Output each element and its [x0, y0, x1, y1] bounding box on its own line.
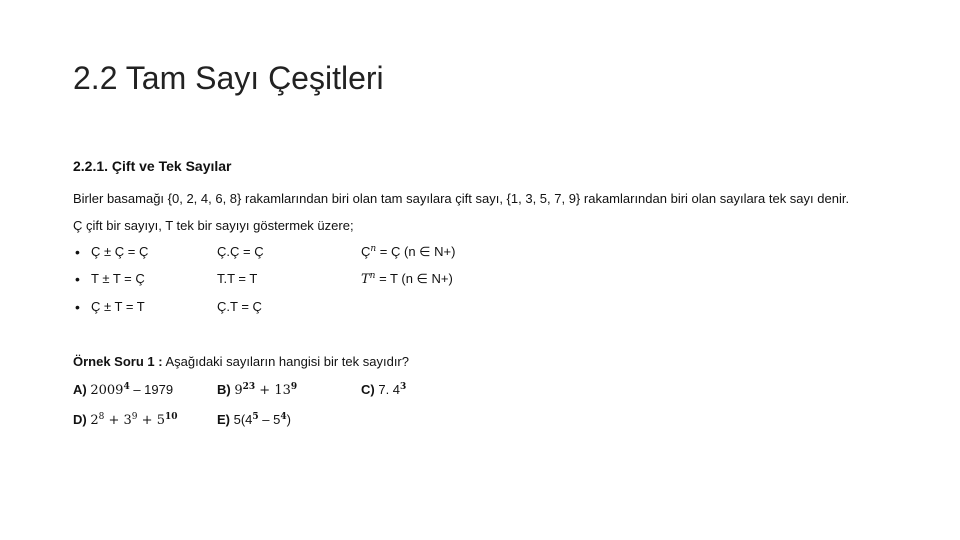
- option-c-exp: 3: [400, 382, 407, 392]
- power-rest: = T (n ∈ N+): [375, 271, 453, 286]
- option-letter: A): [73, 382, 87, 397]
- option-e-pre: 5(4: [233, 412, 253, 427]
- option-c-pre: 7. 4: [378, 382, 401, 397]
- option-d-exp1: 8: [98, 412, 105, 422]
- option-d-mid1: + 3: [104, 413, 132, 428]
- option-letter: D): [73, 412, 87, 427]
- options-row: [73, 382, 573, 400]
- option-letter: B): [217, 382, 231, 397]
- rule-product: T.T = T: [217, 271, 258, 286]
- power-exponent: n: [369, 271, 376, 281]
- bullet-icon: •: [75, 244, 80, 260]
- power-rest: = Ç (n ∈ N+): [376, 244, 456, 259]
- section-heading: 2.2.1. Çift ve Tek Sayılar: [73, 158, 232, 174]
- question-label: Örnek Soru 1 :: [73, 354, 163, 369]
- option-b: [217, 382, 297, 398]
- options-row: [73, 412, 573, 430]
- bullet-icon: •: [75, 271, 80, 287]
- option-b-mid: + 13: [255, 383, 291, 398]
- option-d-base1: 2: [90, 413, 99, 428]
- option-e-post: ): [286, 412, 291, 427]
- option-d: [73, 412, 178, 428]
- slide-title: 2.2 Tam Sayı Çeşitleri: [73, 60, 384, 96]
- definition-text: Birler basamağı {0, 2, 4, 6, 8} rakamlarından biri olan tam sayılara çift sayı, {1, 3, 5, 7, 9} rakamlarından biri olan sayılara tek sayı denir.: [73, 191, 850, 206]
- option-a: [73, 382, 173, 398]
- rule-row: [73, 271, 573, 289]
- rule-power: [361, 244, 455, 260]
- rule-row: [73, 244, 573, 262]
- option-b-exp2: 9: [290, 382, 298, 392]
- option-c: [361, 382, 406, 397]
- option-e-mid: – 5: [258, 412, 281, 427]
- option-d-mid2: + 5: [137, 413, 165, 428]
- bullet-icon: •: [75, 299, 80, 315]
- question-line: [73, 354, 409, 369]
- rule-sum: T ± T = Ç: [91, 271, 145, 286]
- option-a-rest: – 1979: [129, 382, 174, 397]
- power-exponent: n: [370, 244, 377, 254]
- option-e-exp2: 4: [280, 412, 287, 422]
- option-e-exp1: 5: [252, 412, 259, 422]
- rule-power: [361, 271, 453, 287]
- question-text: Aşağıdaki sayıların hangisi bir tek sayıdır?: [165, 354, 409, 369]
- option-e: [217, 412, 291, 427]
- rule-product: Ç.Ç = Ç: [217, 244, 264, 259]
- power-base: Ç: [361, 244, 371, 259]
- option-d-exp3: 10: [164, 412, 178, 422]
- power-base: T: [361, 272, 370, 287]
- rule-sum: Ç ± T = T: [91, 299, 145, 314]
- option-b-base1: 9: [234, 383, 243, 398]
- option-letter: E): [217, 412, 230, 427]
- rule-product: Ç.T = Ç: [217, 299, 262, 314]
- option-d-exp2: 9: [131, 412, 138, 422]
- rule-row: [73, 299, 573, 317]
- assumption-text: Ç çift bir sayıyı, T tek bir sayıyı göstermek üzere;: [73, 218, 354, 233]
- option-a-exp: 4: [123, 382, 130, 392]
- option-b-exp1: 23: [242, 382, 256, 392]
- option-a-base: 2009: [90, 383, 124, 398]
- option-letter: C): [361, 382, 375, 397]
- rule-sum: Ç ± Ç = Ç: [91, 244, 149, 259]
